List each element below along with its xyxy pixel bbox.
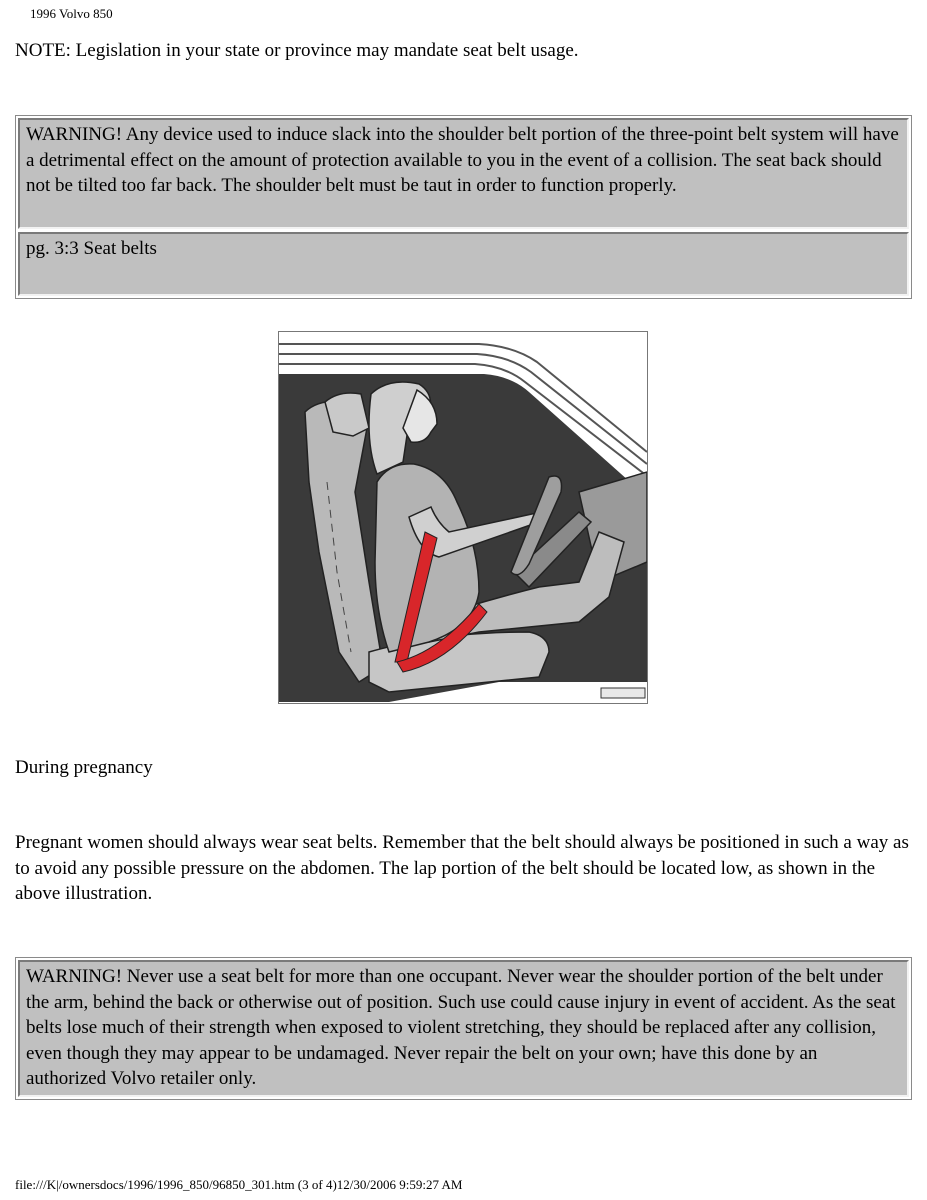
- legislation-note: NOTE: Legislation in your state or province may mandate seat belt usage.: [15, 40, 579, 61]
- pregnancy-body-text: Pregnant women should always wear seat belts. Remember that the belt should always be positioned in such a way as to avoid any possible pressure on the abdomen. The lap portion of the belt should be located low, as shown in the above illustration.: [15, 832, 909, 904]
- warning-table-2: [15, 957, 912, 1100]
- page-footer-path: file:///K|/ownersdocs/1996/1996_850/96850_301.htm (3 of 4)12/30/2006 9:59:27 AM: [15, 1177, 463, 1192]
- section-title: During pregnancy: [15, 757, 153, 778]
- page-reference: pg. 3:3 Seat belts: [18, 232, 909, 296]
- warning-slack-text: WARNING! Any device used to induce slack into the shoulder belt portion of the three-point belt system will have a detrimental effect on the amount of protection available to you in the event of a collision. The seat back should not be tilted too far back. The shoulder belt must be taut in order to function properly.: [18, 118, 909, 229]
- page-header: 1996 Volvo 850: [30, 6, 113, 21]
- pregnancy-seatbelt-illustration: [278, 331, 648, 704]
- warning-occupant-text: WARNING! Never use a seat belt for more than one occupant. Never wear the shoulder portion of the belt under the arm, behind the back or otherwise out of position. Such use could cause injury in event of accident. As the seat belts lose much of their strength when exposed to violent stretching, they should be replaced after any collision, even though they may appear to be undamaged. Never repair the belt on your own; have this done by an authorized Volvo retailer only.: [18, 960, 909, 1097]
- warning-table-1: [15, 115, 912, 299]
- illustration-svg: [279, 332, 647, 703]
